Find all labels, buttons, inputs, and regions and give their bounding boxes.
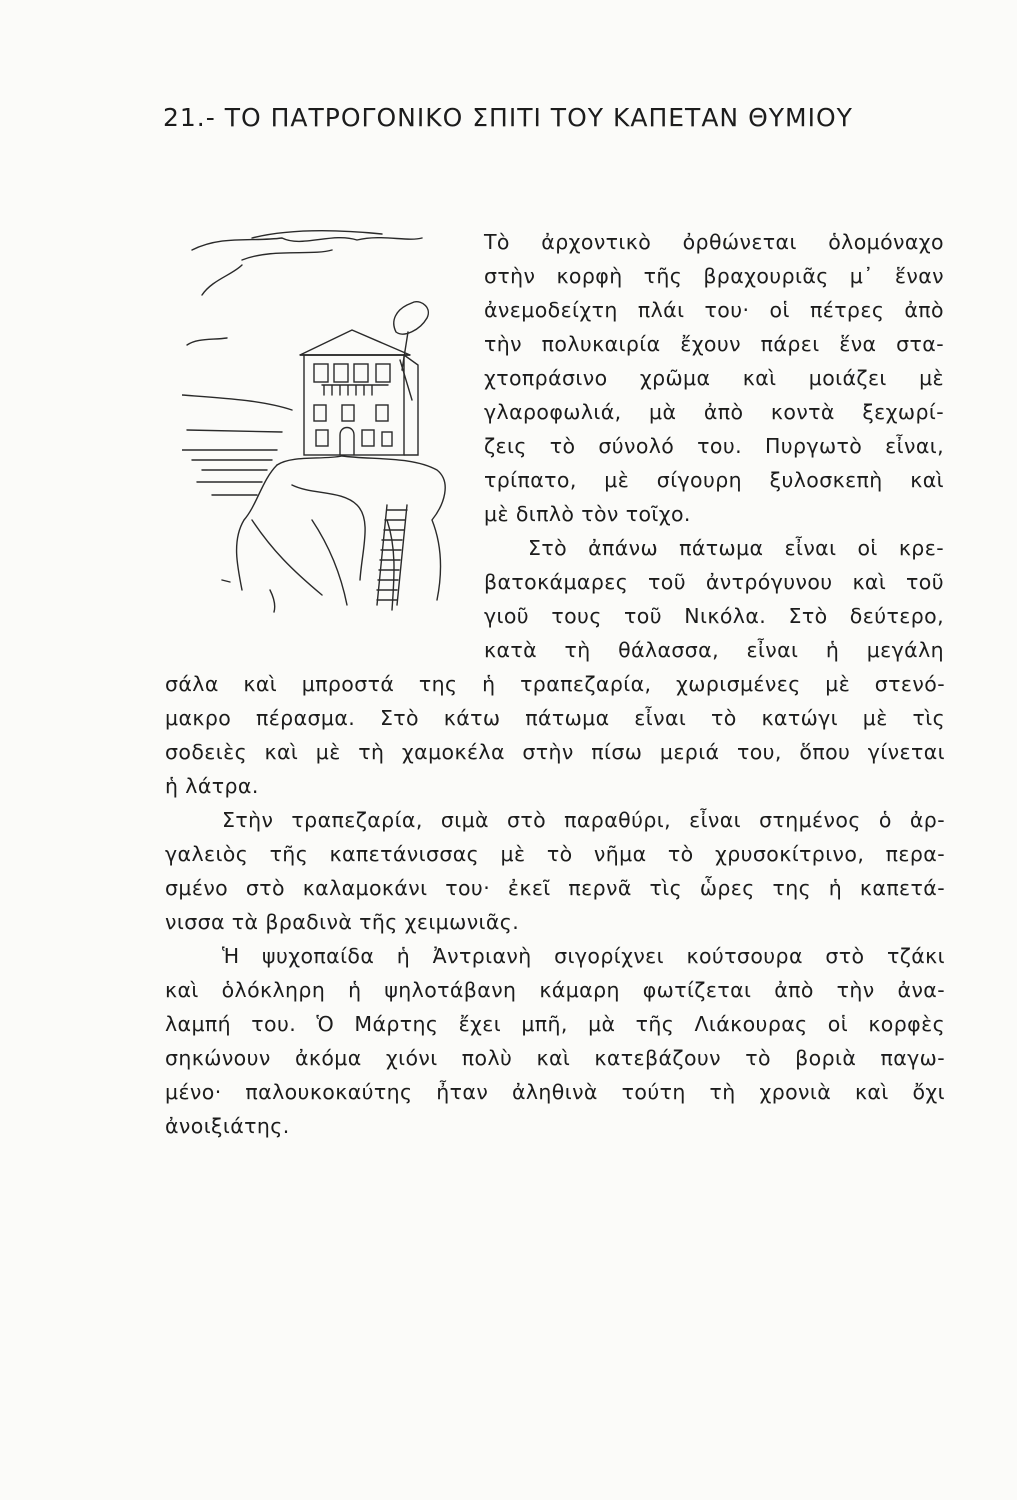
text-line: σηκώνουν ἀκόμα χιόνι πολὺ καὶ κατεβάζουν τὸ βοριὰ παγω-	[165, 1046, 945, 1070]
text-line: νισσα τὰ βραδινὰ τῆς χειμωνιᾶς.	[165, 910, 520, 934]
text-line: χτοπράσινο χρῶμα καὶ μοιάζει μὲ	[484, 366, 944, 390]
text-line: μένο· παλουκοκαύτης ἦταν ἀληθινὰ τούτη τὴ χρονιὰ καὶ ὄχι	[165, 1080, 945, 1104]
text-line: τὴν πολυκαιρία ἔχουν πάρει ἕνα στα-	[484, 332, 944, 356]
text-line: σοδειὲς καὶ μὲ τὴ χαμοκέλα στὴν πίσω μεριά του, ὅπου γίνεται	[165, 740, 945, 764]
text-line: τρίπατο, μὲ σίγουρη ξυλοσκεπὴ καὶ	[484, 468, 944, 492]
text-line: λαμπή του. Ὁ Μάρτης ἔχει μπῆ, μὰ τῆς Λιάκουρας οἱ κορφὲς	[165, 1012, 945, 1036]
text-line: ἀνοιξιάτης.	[165, 1114, 290, 1138]
text-line: σάλα καὶ μπροστά της ἡ τραπεζαρία, χωρισμένες μὲ στενό-	[165, 672, 945, 696]
text-line: κατὰ τὴ θάλασσα, εἶναι ἡ μεγάλη	[484, 638, 944, 662]
text-line: Στὸ ἀπάνω πάτωμα εἶναι οἱ κρε-	[528, 536, 944, 560]
mansion-on-cliff-illustration	[182, 220, 462, 620]
text-line: μακρο πέρασμα. Στὸ κάτω πάτωμα εἶναι τὸ κατώγι μὲ τὶς	[165, 706, 945, 730]
text-line: ἀνεμοδείχτη πλάι του· οἱ πέτρες ἀπὸ	[484, 298, 944, 322]
text-line: σμένο στὸ καλαμοκάνι του· ἐκεῖ περνᾶ τὶς ὧρες της ἡ καπετά-	[165, 876, 945, 900]
text-line: Ἡ ψυχοπαίδα ἡ Ἀντριανὴ σιγορίχνει κούτσουρα στὸ τζάκι	[222, 944, 945, 968]
text-line: γλαροφωλιά, μὰ ἀπὸ κοντὰ ξεχωρί-	[484, 400, 944, 424]
text-line: μὲ διπλὸ τὸν τοῖχο.	[484, 502, 691, 526]
text-line: καὶ ὁλόκληρη ἡ ψηλοτάβανη κάμαρη φωτίζεται ἀπὸ τὴν ἀνα-	[165, 978, 945, 1002]
text-line: Στὴν τραπεζαρία, σιμὰ στὸ παραθύρι, εἶναι στημένος ὁ ἀρ-	[222, 808, 945, 832]
text-line: Τὸ ἀρχοντικὸ ὀρθώνεται ὁλομόναχο	[484, 230, 944, 254]
text-line: γαλειὸς τῆς καπετάνισσας μὲ τὸ νῆμα τὸ χρυσοκίτρινο, περα-	[165, 842, 945, 866]
text-line: γιοῦ τους τοῦ Νικόλα. Στὸ δεύτερο,	[484, 604, 944, 628]
chapter-title: 21.- ΤΟ ΠΑΤΡΟΓΟΝΙΚΟ ΣΠΙΤΙ ΤΟΥ ΚΑΠΕΤΑΝ ΘΥΜΙΟΥ	[163, 103, 853, 132]
text-line: στὴν κορφὴ τῆς βραχουριᾶς μ᾿ ἕναν	[484, 264, 944, 288]
text-line: ἡ λάτρα.	[165, 774, 259, 798]
text-line: ζεις τὸ σύνολό του. Πυργωτὸ εἶναι,	[484, 434, 944, 458]
text-line: βατοκάμαρες τοῦ ἀντρόγυνου καὶ τοῦ	[484, 570, 944, 594]
